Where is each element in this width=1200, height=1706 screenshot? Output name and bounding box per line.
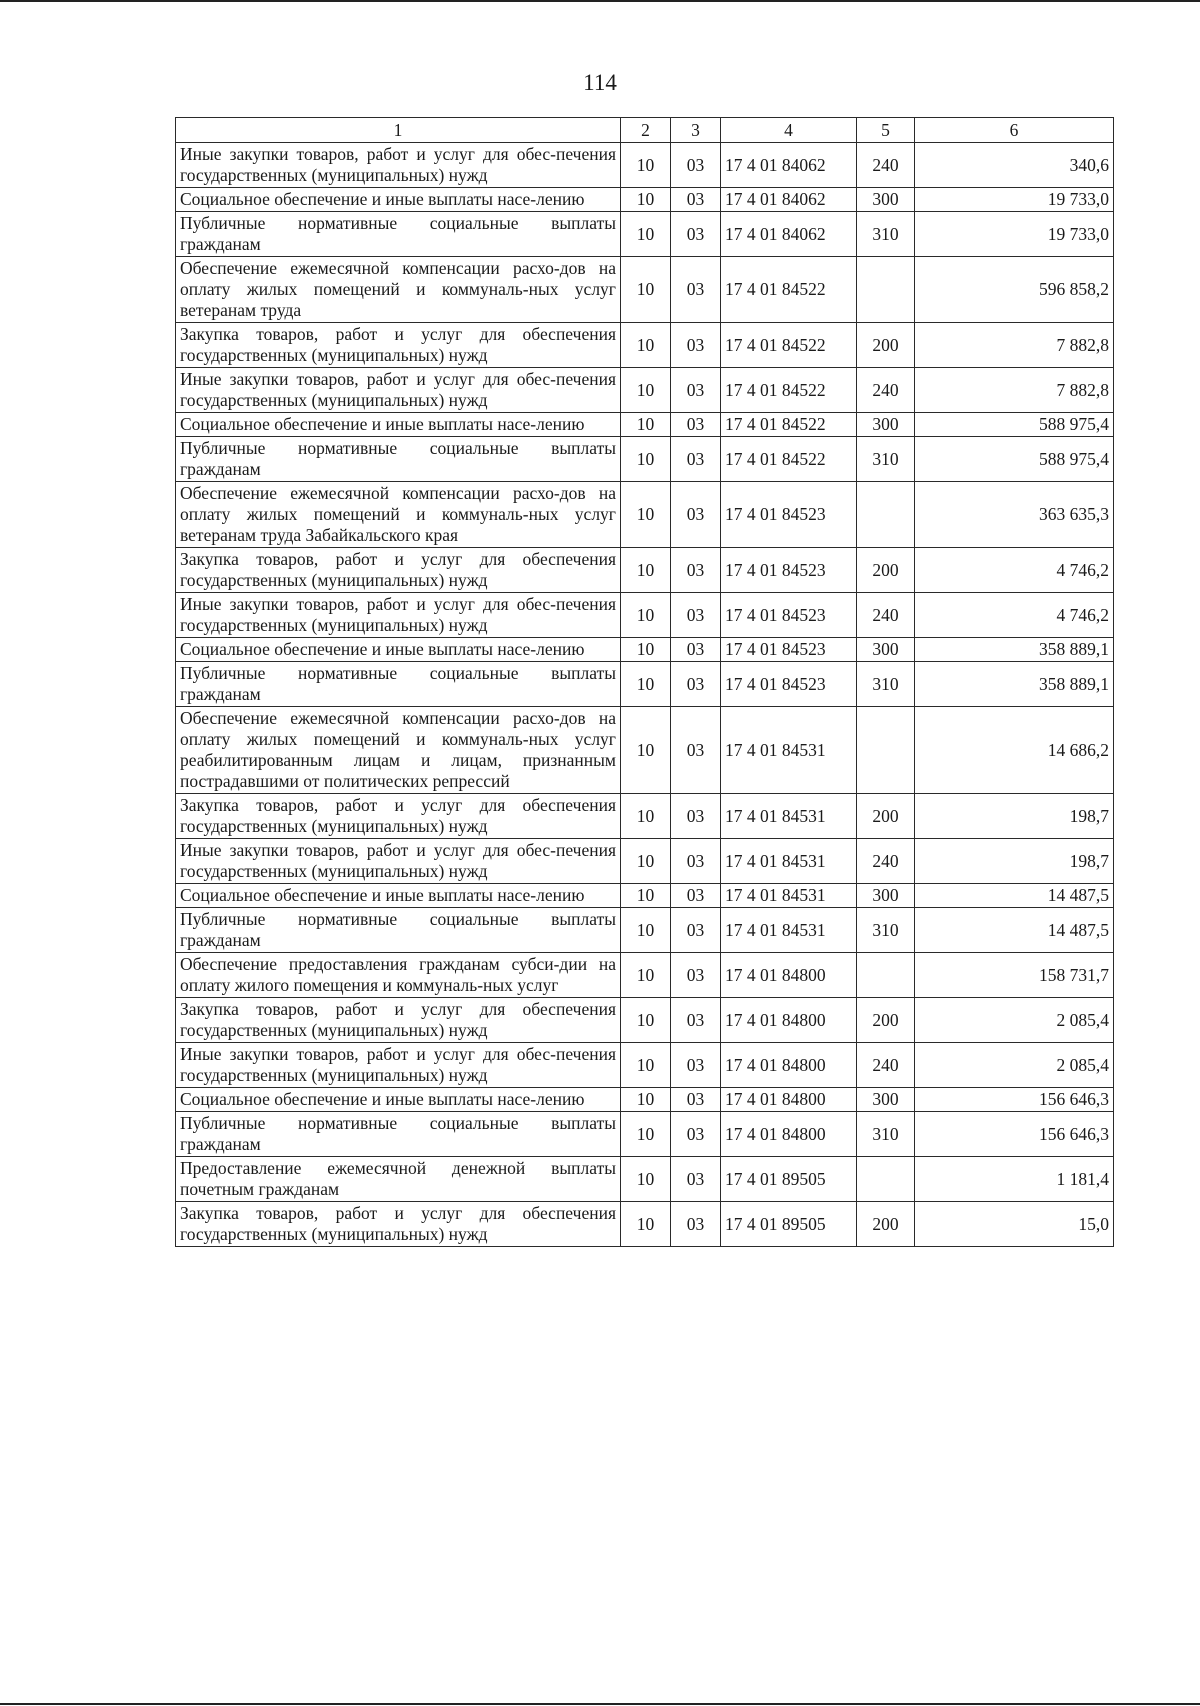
row-name-cell: Иные закупки товаров, работ и услуг для обес-печения государственных (муниципальных) нужд bbox=[176, 368, 621, 413]
row-name-cell: Социальное обеспечение и иные выплаты насе-лению bbox=[176, 413, 621, 437]
row-type-cell: 300 bbox=[857, 884, 915, 908]
row-subsection-cell: 03 bbox=[671, 839, 721, 884]
row-sum-cell: 340,6 bbox=[915, 143, 1114, 188]
row-subsection-cell: 03 bbox=[671, 638, 721, 662]
table-row bbox=[176, 662, 1114, 707]
row-section-cell: 10 bbox=[621, 1043, 671, 1088]
row-code-cell: 17 4 01 84523 bbox=[721, 593, 857, 638]
row-type-cell: 310 bbox=[857, 437, 915, 482]
row-subsection-cell: 03 bbox=[671, 188, 721, 212]
row-section-cell: 10 bbox=[621, 707, 671, 794]
row-section-cell: 10 bbox=[621, 1157, 671, 1202]
row-subsection-cell: 03 bbox=[671, 908, 721, 953]
table-header-row bbox=[176, 118, 1114, 143]
row-subsection-cell: 03 bbox=[671, 1112, 721, 1157]
row-sum-cell: 1 181,4 bbox=[915, 1157, 1114, 1202]
row-name-cell: Социальное обеспечение и иные выплаты насе-лению bbox=[176, 1088, 621, 1112]
table-row bbox=[176, 593, 1114, 638]
row-subsection-cell: 03 bbox=[671, 884, 721, 908]
row-code-cell: 17 4 01 84523 bbox=[721, 548, 857, 593]
row-code-cell: 17 4 01 84531 bbox=[721, 908, 857, 953]
row-type-cell bbox=[857, 953, 915, 998]
table-row bbox=[176, 1157, 1114, 1202]
row-section-cell: 10 bbox=[621, 323, 671, 368]
row-subsection-cell: 03 bbox=[671, 437, 721, 482]
row-code-cell: 17 4 01 84531 bbox=[721, 707, 857, 794]
row-type-cell: 310 bbox=[857, 908, 915, 953]
row-name-cell: Публичные нормативные социальные выплаты гражданам bbox=[176, 1112, 621, 1157]
table-row bbox=[176, 908, 1114, 953]
table-row bbox=[176, 707, 1114, 794]
row-type-cell: 240 bbox=[857, 839, 915, 884]
row-sum-cell: 7 882,8 bbox=[915, 323, 1114, 368]
row-sum-cell: 14 686,2 bbox=[915, 707, 1114, 794]
row-type-cell: 300 bbox=[857, 413, 915, 437]
row-section-cell: 10 bbox=[621, 662, 671, 707]
row-type-cell: 240 bbox=[857, 593, 915, 638]
row-type-cell: 200 bbox=[857, 998, 915, 1043]
row-section-cell: 10 bbox=[621, 794, 671, 839]
row-code-cell: 17 4 01 84531 bbox=[721, 794, 857, 839]
row-subsection-cell: 03 bbox=[671, 413, 721, 437]
row-sum-cell: 158 731,7 bbox=[915, 953, 1114, 998]
header-cell: 6 bbox=[915, 118, 1114, 143]
row-type-cell: 310 bbox=[857, 212, 915, 257]
row-code-cell: 17 4 01 84522 bbox=[721, 413, 857, 437]
row-subsection-cell: 03 bbox=[671, 1202, 721, 1247]
row-name-cell: Социальное обеспечение и иные выплаты насе-лению bbox=[176, 188, 621, 212]
row-sum-cell: 363 635,3 bbox=[915, 482, 1114, 548]
table-row bbox=[176, 548, 1114, 593]
row-code-cell: 17 4 01 84531 bbox=[721, 884, 857, 908]
table-row bbox=[176, 1202, 1114, 1247]
row-sum-cell: 19 733,0 bbox=[915, 188, 1114, 212]
row-code-cell: 17 4 01 84522 bbox=[721, 257, 857, 323]
row-section-cell: 10 bbox=[621, 908, 671, 953]
row-subsection-cell: 03 bbox=[671, 953, 721, 998]
table-row bbox=[176, 257, 1114, 323]
row-code-cell: 17 4 01 84800 bbox=[721, 953, 857, 998]
row-section-cell: 10 bbox=[621, 212, 671, 257]
row-name-cell: Иные закупки товаров, работ и услуг для обес-печения государственных (муниципальных) нужд bbox=[176, 593, 621, 638]
row-type-cell bbox=[857, 257, 915, 323]
row-type-cell: 300 bbox=[857, 188, 915, 212]
row-code-cell: 17 4 01 84062 bbox=[721, 143, 857, 188]
row-name-cell: Иные закупки товаров, работ и услуг для обес-печения государственных (муниципальных) нужд bbox=[176, 1043, 621, 1088]
table-row bbox=[176, 794, 1114, 839]
table-row bbox=[176, 482, 1114, 548]
row-sum-cell: 358 889,1 bbox=[915, 638, 1114, 662]
row-subsection-cell: 03 bbox=[671, 1043, 721, 1088]
header-cell: 5 bbox=[857, 118, 915, 143]
row-code-cell: 17 4 01 84522 bbox=[721, 437, 857, 482]
table-row bbox=[176, 323, 1114, 368]
row-section-cell: 10 bbox=[621, 839, 671, 884]
row-code-cell: 17 4 01 84062 bbox=[721, 188, 857, 212]
row-name-cell: Обеспечение ежемесячной компенсации расхо-дов на оплату жилых помещений и коммуналь-ных услуг ветеранам труда Забайкальского края bbox=[176, 482, 621, 548]
row-sum-cell: 14 487,5 bbox=[915, 884, 1114, 908]
table-row bbox=[176, 1088, 1114, 1112]
row-subsection-cell: 03 bbox=[671, 707, 721, 794]
row-type-cell: 240 bbox=[857, 143, 915, 188]
row-section-cell: 10 bbox=[621, 884, 671, 908]
header-cell: 2 bbox=[621, 118, 671, 143]
row-name-cell: Публичные нормативные социальные выплаты гражданам bbox=[176, 212, 621, 257]
row-section-cell: 10 bbox=[621, 482, 671, 548]
table-row bbox=[176, 188, 1114, 212]
row-sum-cell: 588 975,4 bbox=[915, 413, 1114, 437]
scan-bottom-edge bbox=[0, 1703, 1200, 1705]
row-type-cell bbox=[857, 707, 915, 794]
table-row bbox=[176, 839, 1114, 884]
row-name-cell: Обеспечение ежемесячной компенсации расхо-дов на оплату жилых помещений и коммуналь-ных услуг реабилитированным лицам и лицам, признанным пострадавшими от политических репрессий bbox=[176, 707, 621, 794]
row-section-cell: 10 bbox=[621, 1088, 671, 1112]
table-row bbox=[176, 998, 1114, 1043]
row-name-cell: Публичные нормативные социальные выплаты гражданам bbox=[176, 908, 621, 953]
row-code-cell: 17 4 01 89505 bbox=[721, 1202, 857, 1247]
row-section-cell: 10 bbox=[621, 998, 671, 1043]
row-sum-cell: 15,0 bbox=[915, 1202, 1114, 1247]
row-name-cell: Иные закупки товаров, работ и услуг для обес-печения государственных (муниципальных) нужд bbox=[176, 143, 621, 188]
table-row bbox=[176, 1043, 1114, 1088]
row-section-cell: 10 bbox=[621, 1202, 671, 1247]
row-sum-cell: 2 085,4 bbox=[915, 998, 1114, 1043]
row-sum-cell: 198,7 bbox=[915, 839, 1114, 884]
row-section-cell: 10 bbox=[621, 548, 671, 593]
table-row bbox=[176, 638, 1114, 662]
table-row bbox=[176, 413, 1114, 437]
row-name-cell: Закупка товаров, работ и услуг для обеспечения государственных (муниципальных) нужд bbox=[176, 794, 621, 839]
row-section-cell: 10 bbox=[621, 188, 671, 212]
row-type-cell: 200 bbox=[857, 548, 915, 593]
row-name-cell: Закупка товаров, работ и услуг для обеспечения государственных (муниципальных) нужд bbox=[176, 548, 621, 593]
table-row bbox=[176, 884, 1114, 908]
row-code-cell: 17 4 01 84523 bbox=[721, 662, 857, 707]
row-name-cell: Социальное обеспечение и иные выплаты насе-лению bbox=[176, 884, 621, 908]
row-section-cell: 10 bbox=[621, 368, 671, 413]
row-section-cell: 10 bbox=[621, 143, 671, 188]
row-sum-cell: 14 487,5 bbox=[915, 908, 1114, 953]
table-row bbox=[176, 143, 1114, 188]
row-type-cell: 310 bbox=[857, 662, 915, 707]
row-section-cell: 10 bbox=[621, 437, 671, 482]
row-subsection-cell: 03 bbox=[671, 1088, 721, 1112]
budget-table bbox=[175, 117, 1114, 1247]
row-subsection-cell: 03 bbox=[671, 257, 721, 323]
row-sum-cell: 596 858,2 bbox=[915, 257, 1114, 323]
row-type-cell: 240 bbox=[857, 1043, 915, 1088]
row-type-cell: 300 bbox=[857, 638, 915, 662]
row-section-cell: 10 bbox=[621, 413, 671, 437]
row-name-cell: Закупка товаров, работ и услуг для обеспечения государственных (муниципальных) нужд bbox=[176, 998, 621, 1043]
row-code-cell: 17 4 01 84522 bbox=[721, 368, 857, 413]
row-sum-cell: 156 646,3 bbox=[915, 1112, 1114, 1157]
row-code-cell: 17 4 01 84523 bbox=[721, 482, 857, 548]
row-section-cell: 10 bbox=[621, 1112, 671, 1157]
row-code-cell: 17 4 01 84062 bbox=[721, 212, 857, 257]
table-row bbox=[176, 437, 1114, 482]
row-section-cell: 10 bbox=[621, 638, 671, 662]
row-subsection-cell: 03 bbox=[671, 1157, 721, 1202]
row-type-cell: 240 bbox=[857, 368, 915, 413]
row-subsection-cell: 03 bbox=[671, 794, 721, 839]
row-code-cell: 17 4 01 84523 bbox=[721, 638, 857, 662]
row-name-cell: Публичные нормативные социальные выплаты гражданам bbox=[176, 662, 621, 707]
row-code-cell: 17 4 01 84800 bbox=[721, 998, 857, 1043]
row-type-cell: 200 bbox=[857, 323, 915, 368]
row-name-cell: Социальное обеспечение и иные выплаты насе-лению bbox=[176, 638, 621, 662]
row-code-cell: 17 4 01 84522 bbox=[721, 323, 857, 368]
row-section-cell: 10 bbox=[621, 593, 671, 638]
row-sum-cell: 4 746,2 bbox=[915, 548, 1114, 593]
row-type-cell: 300 bbox=[857, 1088, 915, 1112]
row-type-cell: 200 bbox=[857, 1202, 915, 1247]
row-name-cell: Закупка товаров, работ и услуг для обеспечения государственных (муниципальных) нужд bbox=[176, 323, 621, 368]
table-body bbox=[176, 118, 1114, 1247]
row-name-cell: Публичные нормативные социальные выплаты гражданам bbox=[176, 437, 621, 482]
row-name-cell: Обеспечение предоставления гражданам субси-дии на оплату жилого помещения и коммуналь-ных услуг bbox=[176, 953, 621, 998]
row-name-cell: Иные закупки товаров, работ и услуг для обес-печения государственных (муниципальных) нужд bbox=[176, 839, 621, 884]
row-subsection-cell: 03 bbox=[671, 548, 721, 593]
row-sum-cell: 156 646,3 bbox=[915, 1088, 1114, 1112]
row-sum-cell: 7 882,8 bbox=[915, 368, 1114, 413]
row-type-cell bbox=[857, 1157, 915, 1202]
row-subsection-cell: 03 bbox=[671, 593, 721, 638]
row-sum-cell: 358 889,1 bbox=[915, 662, 1114, 707]
row-name-cell: Обеспечение ежемесячной компенсации расхо-дов на оплату жилых помещений и коммуналь-ных услуг ветеранам труда bbox=[176, 257, 621, 323]
row-subsection-cell: 03 bbox=[671, 482, 721, 548]
row-code-cell: 17 4 01 84800 bbox=[721, 1112, 857, 1157]
row-subsection-cell: 03 bbox=[671, 212, 721, 257]
row-sum-cell: 588 975,4 bbox=[915, 437, 1114, 482]
row-type-cell: 200 bbox=[857, 794, 915, 839]
row-subsection-cell: 03 bbox=[671, 368, 721, 413]
row-subsection-cell: 03 bbox=[671, 323, 721, 368]
row-code-cell: 17 4 01 84531 bbox=[721, 839, 857, 884]
table-row bbox=[176, 368, 1114, 413]
row-subsection-cell: 03 bbox=[671, 998, 721, 1043]
table-row bbox=[176, 212, 1114, 257]
row-code-cell: 17 4 01 89505 bbox=[721, 1157, 857, 1202]
page-number: 114 bbox=[583, 70, 617, 95]
row-sum-cell: 19 733,0 bbox=[915, 212, 1114, 257]
scan-top-edge bbox=[0, 0, 1200, 2]
header-cell: 4 bbox=[721, 118, 857, 143]
row-section-cell: 10 bbox=[621, 953, 671, 998]
table-row bbox=[176, 953, 1114, 998]
row-sum-cell: 2 085,4 bbox=[915, 1043, 1114, 1088]
row-subsection-cell: 03 bbox=[671, 662, 721, 707]
row-code-cell: 17 4 01 84800 bbox=[721, 1043, 857, 1088]
table-row bbox=[176, 1112, 1114, 1157]
row-name-cell: Предоставление ежемесячной денежной выплаты почетным гражданам bbox=[176, 1157, 621, 1202]
header-cell: 3 bbox=[671, 118, 721, 143]
row-code-cell: 17 4 01 84800 bbox=[721, 1088, 857, 1112]
row-sum-cell: 4 746,2 bbox=[915, 593, 1114, 638]
row-subsection-cell: 03 bbox=[671, 143, 721, 188]
row-name-cell: Закупка товаров, работ и услуг для обеспечения государственных (муниципальных) нужд bbox=[176, 1202, 621, 1247]
row-section-cell: 10 bbox=[621, 257, 671, 323]
row-sum-cell: 198,7 bbox=[915, 794, 1114, 839]
row-type-cell: 310 bbox=[857, 1112, 915, 1157]
row-type-cell bbox=[857, 482, 915, 548]
header-cell: 1 bbox=[176, 118, 621, 143]
